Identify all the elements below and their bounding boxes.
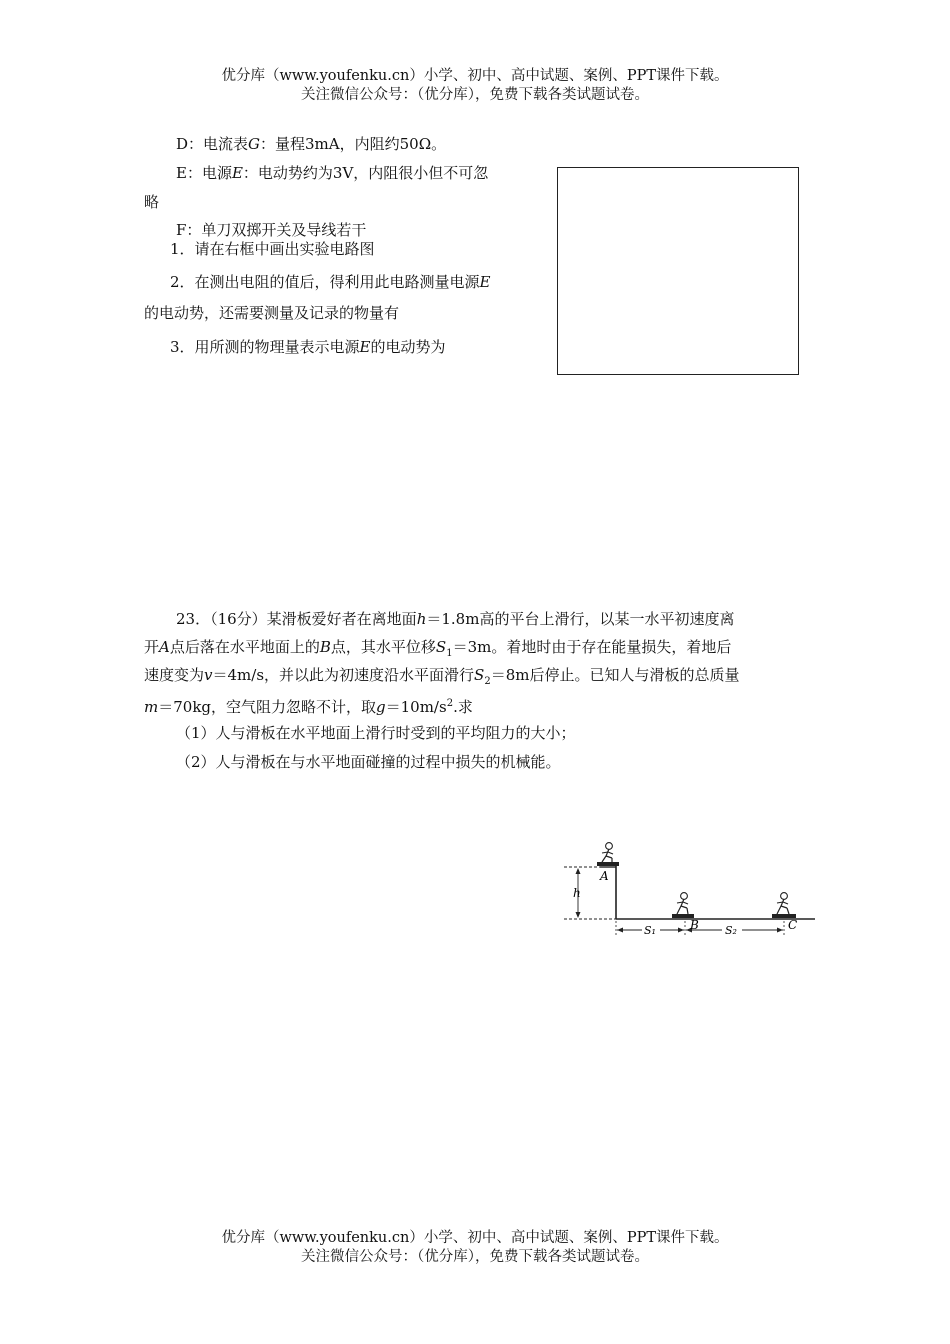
- label-s2: S₂: [725, 924, 737, 937]
- footer-line-2: 关注微信公众号：（优分库），免费下载各类试题试卷。: [301, 1249, 649, 1265]
- problem-23-line-4: m＝70kg，空气阻力忽略不计，取$g=10m/s^2$.求: [144, 698, 473, 716]
- question-2-continued: 的电动势，还需要测量及记录的物量有: [144, 304, 400, 322]
- skateboard-diagram: [560, 825, 820, 945]
- label-s1: S₁: [644, 924, 656, 937]
- h-arrow-head-top: [576, 868, 581, 874]
- item-e-continued: 略: [144, 193, 160, 211]
- problem-23-sub-1: （1）人与滑板在水平地面上滑行时受到的平均阻力的大小；: [176, 724, 576, 742]
- label-a: A: [600, 869, 609, 883]
- footer-line-1: 优分库（www.youfenku.cn）小学、初中、高中试题、案例、PPT课件下载。: [221, 1230, 729, 1246]
- skater-a: [597, 843, 619, 866]
- circuit-drawing-box[interactable]: [557, 167, 799, 375]
- header-line-1: 优分库（www.youfenku.cn）小学、初中、高中试题、案例、PPT课件下载。: [221, 68, 729, 84]
- label-b: B: [690, 918, 699, 932]
- item-e: E：电源E：电动势约为3V，内阻很小但不可忽: [176, 164, 489, 182]
- problem-23-line-1: 23．（16分）某滑板爱好者在离地面h＝1.8m高的平台上滑行，以某一水平初速度离: [176, 610, 735, 628]
- question-2: 2．在测出电阻的值后，得利用此电路测量电源E: [170, 273, 491, 291]
- problem-23-line-2: 开A点后落在水平地面上的B点，其水平位移$S_1=3m$。着地时由于存在能量损失，着地后: [144, 638, 732, 659]
- item-f: F：单刀双掷开关及导线若干: [176, 221, 367, 239]
- problem-23-line-3: 速度变为v＝4m/s，并以此为初速度沿水平面滑行$S_2=8m$后停止。已知人与滑板的总质量: [144, 666, 740, 687]
- label-h: h: [573, 886, 581, 900]
- header-line-2: 关注微信公众号：（优分库），免费下载各类试题试卷。: [301, 87, 649, 103]
- h-arrow-head-bottom: [576, 912, 581, 918]
- question-3: 3．用所测的物理量表示电源E的电动势为: [170, 338, 446, 356]
- item-d: D：电流表G：量程3mA，内阻约50Ω。: [176, 135, 447, 153]
- problem-23-sub-2: （2）人与滑板在与水平地面碰撞的过程中损失的机械能。: [176, 753, 561, 771]
- skater-b: [672, 893, 694, 918]
- skater-c: [772, 893, 796, 918]
- label-c: C: [788, 918, 798, 932]
- question-1: 1．请在右框中画出实验电路图: [170, 240, 375, 258]
